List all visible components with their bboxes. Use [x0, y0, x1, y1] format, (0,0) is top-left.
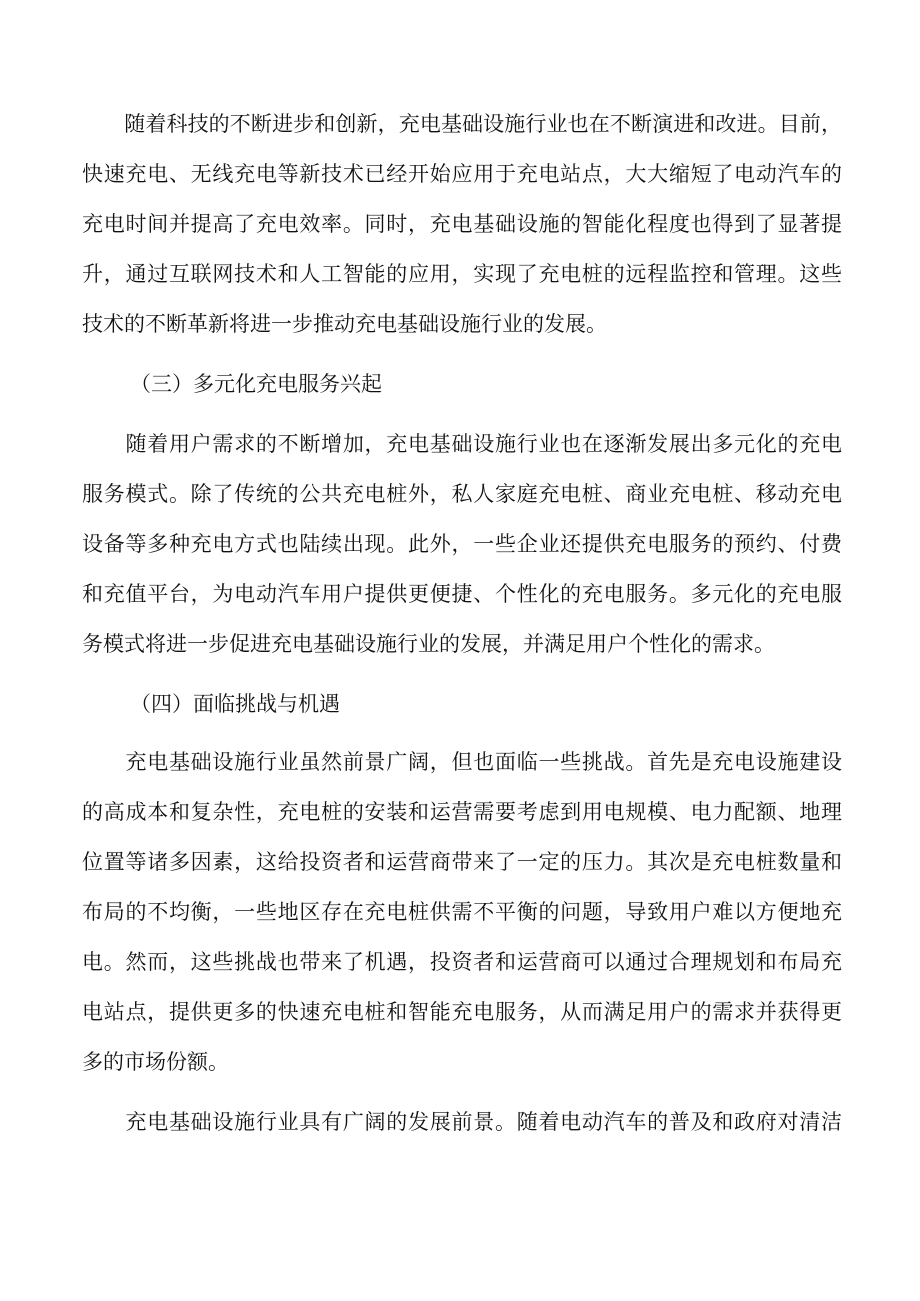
paragraph-line: 充电基础设施行业虽然前景广阔，但也面临一些挑战。首先是充电设施建设 — [82, 750, 842, 774]
paragraph-line: 位置等诸多因素，这给投资者和运营商带来了一定的压力。其次是充电桩数量和 — [82, 850, 842, 874]
paragraph-line: 多的市场份额。 — [82, 1050, 229, 1074]
paragraph-line: 电。然而，这些挑战也带来了机遇，投资者和运营商可以通过合理规划和布局充 — [82, 950, 842, 974]
paragraph-line: 升，通过互联网技术和人工智能的应用，实现了充电桩的远程监控和管理。这些 — [82, 262, 842, 286]
paragraph-line: 务模式将进一步促进充电基础设施行业的发展，并满足用户个性化的需求。 — [82, 632, 775, 656]
paragraph-line: 电站点，提供更多的快速充电桩和智能充电服务，从而满足用户的需求并获得更 — [82, 1000, 842, 1024]
paragraph-line: 随着科技的不断进步和创新，充电基础设施行业也在不断演进和改进。目前， — [82, 112, 842, 136]
paragraph-line: 充电基础设施行业具有广阔的发展前景。随着电动汽车的普及和政府对清洁 — [82, 1110, 842, 1134]
paragraph-line: 技术的不断革新将进一步推动充电基础设施行业的发展。 — [82, 312, 607, 336]
paragraph-line: 设备等多种充电方式也陆续出现。此外，一些企业还提供充电服务的预约、付费 — [82, 532, 842, 556]
paragraph-line: 快速充电、无线充电等新技术已经开始应用于充电站点，大大缩短了电动汽车的 — [82, 162, 842, 186]
paragraph-line: 充电时间并提高了充电效率。同时，充电基础设施的智能化程度也得到了显著提 — [82, 212, 842, 236]
section-heading: （四）面临挑战与机遇 — [130, 692, 340, 716]
section-heading: （三）多元化充电服务兴起 — [130, 372, 382, 396]
paragraph-line: 随着用户需求的不断增加，充电基础设施行业也在逐渐发展出多元化的充电 — [82, 432, 842, 456]
paragraph-line: 布局的不均衡，一些地区存在充电桩供需不平衡的问题，导致用户难以方便地充 — [82, 900, 842, 924]
paragraph-line: 服务模式。除了传统的公共充电桩外，私人家庭充电桩、商业充电桩、移动充电 — [82, 482, 842, 506]
paragraph-line: 的高成本和复杂性，充电桩的安装和运营需要考虑到用电规模、电力配额、地理 — [82, 800, 842, 824]
paragraph-line: 和充值平台，为电动汽车用户提供更便捷、个性化的充电服务。多元化的充电服 — [82, 582, 842, 606]
